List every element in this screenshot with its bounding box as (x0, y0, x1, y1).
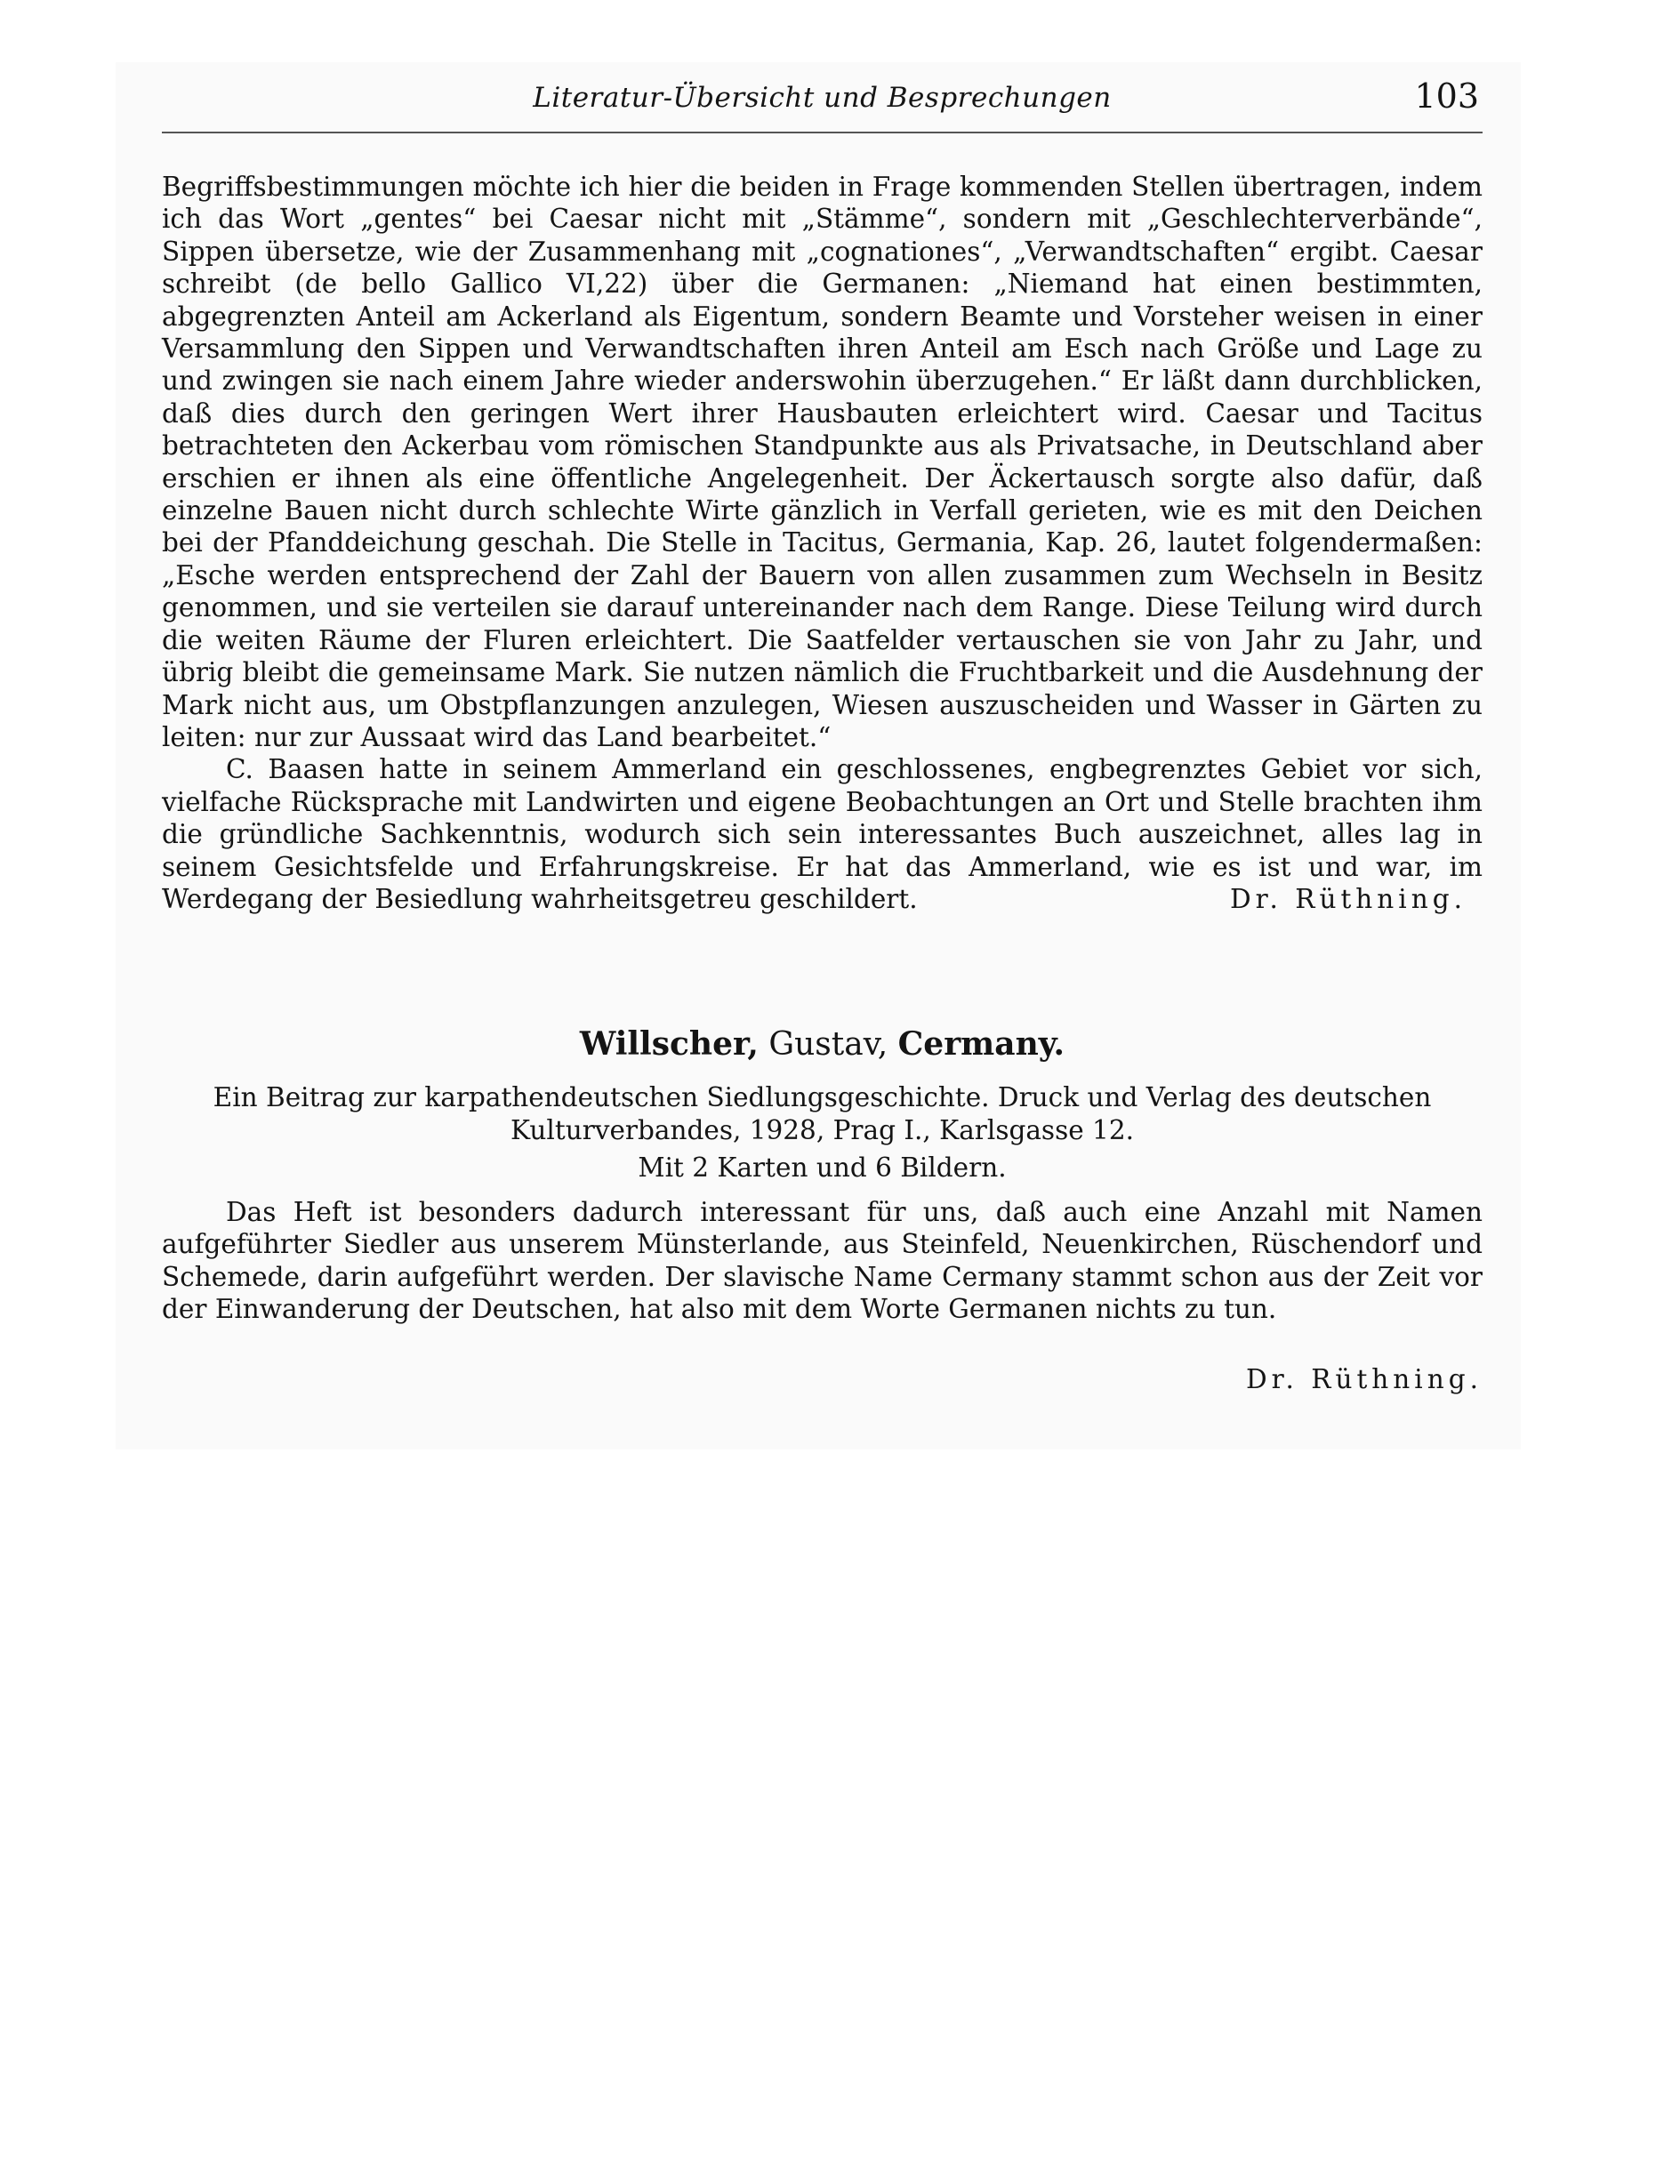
review-2-book-title: Cermany. (897, 1025, 1065, 1063)
review-2-illustrations: Mit 2 Karten und 6 Bildern. (638, 1152, 1007, 1183)
review-1-signature: Dr. Rüthning. (1229, 883, 1467, 914)
review-2-pub-line-1: Ein Beitrag zur karpathendeutschen Siedlungsgeschichte. Druck und Verlag des deutschen (213, 1082, 1432, 1112)
page-header (162, 76, 1483, 133)
review-1-closing-text: C. Baasen hatte in seinem Ammerland ein geschlossenes, engbegrenztes Gebiet vor sich, vielfache Rücksprache mit Landwirten und eigene Beobachtungen an Ort und Stelle brachten ihm die gründliche Sachkenntnis, wodurch sich sein interessantes Buch auszeichnet, alles lag in seinem Gesichtsfelde und Erfahrungskreise. Er hat das Ammerland, wie es ist und war, im Werdegang der Besiedlung wahrheitsgetreu geschildert. (162, 754, 1483, 914)
review-2-firstname: Gustav, (768, 1026, 888, 1063)
review-2-body: Das Heft ist besonders dadurch interessant für uns, daß auch eine Anzahl mit Namen aufgeführter Siedler aus unserem Münsterlande, aus Steinfeld, Neuenkirchen, Rüschendorf und Schemede, darin aufgeführt werden. Der slavische Name Cermany stammt schon aus der Zeit vor der Einwanderung der Deutschen, hat also mit dem Worte Germanen nichts zu tun. (162, 1197, 1483, 1325)
review-2-author: Willscher, (579, 1025, 759, 1063)
review-2-publication (162, 1081, 1483, 1147)
review-2-pub-line-2: Kulturverbandes, 1928, Prag I., Karlsgasse 12. (510, 1115, 1134, 1145)
review-1-text (162, 171, 1483, 915)
running-head: Literatur-Übersicht und Besprechungen (533, 82, 1112, 114)
review-1-closing (162, 753, 1483, 915)
page-number: 103 (1414, 76, 1479, 116)
review-2-signature: Dr. Rüthning. (1245, 1364, 1483, 1394)
review-2-heading (162, 1025, 1483, 1063)
review-1-body: Begriffsbestimmungen möchte ich hier die beiden in Frage kommenden Stellen übertragen, indem ich das Wort „gentes“ bei Caesar nicht mit „Stämme“, sondern mit „Geschlechterverbände“, Sippen übersetze, wie der Zusammenhang mit „cognationes“, „Verwandtschaften“ ergibt. Caesar schreibt (de bello Gallico VI,22) über die Germanen: „Niemand hat einen bestimmten, abgegrenzten Anteil am Ackerland als Eigentum, sondern Beamte und Vorsteher weisen in einer Versammlung den Sippen und Verwandtschaften ihren Anteil am Esch nach Größe und Lage zu und zwingen sie nach einem Jahre wieder anderswohin überzugehen.“ Er läßt dann durchblicken, daß dies durch den geringen Wert ihrer Hausbauten erleichtert wird. Caesar und Tacitus betrachteten den Ackerbau vom römischen Standpunkte aus als Privatsache, in Deutschland aber erschien er ihnen als eine öffentliche Angelegenheit. Der Äckertausch sorgte also dafür, daß einzelne Bauen nicht durch schlechte Wirte gänzlich in Verfall gerieten, wie es mit den Deichen bei der Pfanddeichung geschah. Die Stelle in Tacitus, Germania, Kap. 26, lautet folgendermaßen: „Esche werden entsprechend der Zahl der Bauern von allen zusammen zum Wechseln in Besitz genommen, und sie verteilen sie darauf untereinander nach dem Range. Diese Teilung wird durch die weiten Räume der Fluren erleichtert. Die Saatfelder vertauschen sie von Jahr zu Jahr, und übrig bleibt die gemeinsame Mark. Sie nutzen nämlich die Fruchtbarkeit und die Ausdehnung der Mark nicht aus, um Obstpflanzungen anzulegen, Wiesen auszuscheiden und Wasser in Gärten zu leiten: nur zur Aussaat wird das Land bearbeitet.“ (162, 172, 1483, 752)
review-2-text (162, 1196, 1483, 1326)
